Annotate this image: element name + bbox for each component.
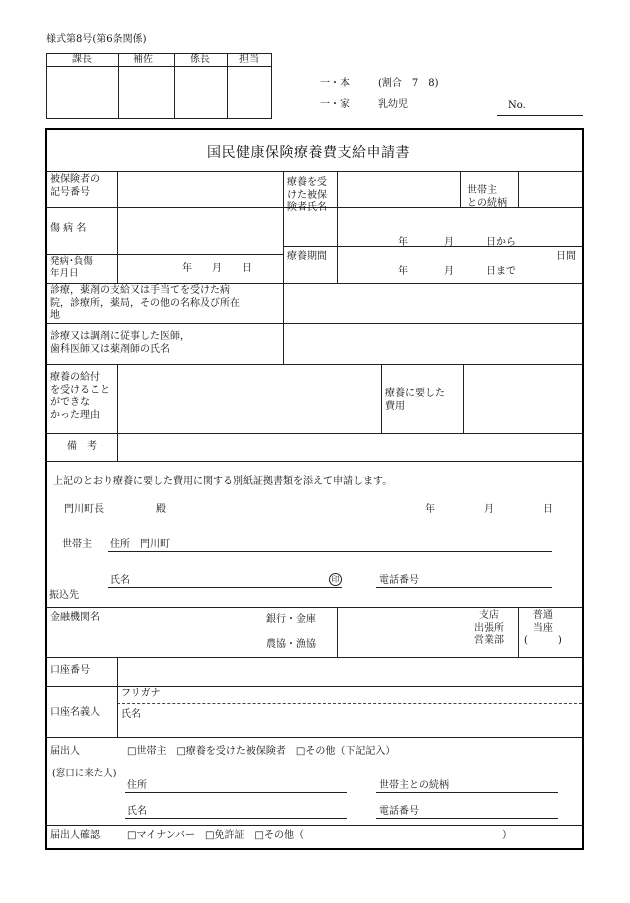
householder-label: 世帯主 — [62, 539, 92, 550]
seal-mark: 印 — [329, 573, 342, 586]
period-to-year: 年 — [398, 266, 408, 277]
verification-close: ） — [502, 830, 512, 841]
verification-options: □マイナンバー □免許証 □その他（ — [127, 830, 304, 841]
applicant-label: 届出人 — [50, 746, 80, 757]
bank-types-1: 銀行・金庫 — [266, 614, 316, 625]
form-title: 国民健康保険療養費支給申請書 — [207, 145, 410, 161]
label-reason: 療養の給付 を受けること ができな かった理由 — [50, 372, 110, 421]
approval-header-assistant: 補佐 — [133, 54, 153, 65]
label-facility: 診療，薬剤の支給又は手当てを受けた病 院，診療所，薬局，その他の名称及び所在 地 — [50, 285, 240, 321]
householder-phone-label: 電話番号 — [379, 575, 419, 586]
account-number-label: 口座番号 — [50, 665, 90, 676]
applicant-name-label: 氏名 — [127, 806, 147, 817]
date-month: 月 — [484, 504, 494, 515]
bank-branch-types: 支店 出張所 営業部 — [474, 610, 504, 646]
approval-header-section: 係長 — [190, 54, 210, 65]
category-ratio: (割合 7 8) — [378, 78, 439, 89]
label-remarks: 備 考 — [67, 441, 97, 452]
date-day: 日 — [543, 504, 553, 515]
label-practitioner: 診療又は調剤に従事した医師， 歯科医師又は薬剤師の氏名 — [50, 331, 190, 355]
applicant-relationship-label: 世帯主との続柄 — [379, 780, 449, 791]
label-onset-date: 発病･負傷 年月日 — [50, 256, 93, 279]
mayor-label: 門川町長 — [64, 504, 104, 515]
category-infant: 乳幼児 — [378, 99, 408, 110]
account-holder-label: 口座名義人 — [50, 707, 100, 718]
onset-ymd: 年 月 日 — [182, 263, 252, 274]
bank-types-2: 農協・漁協 — [266, 639, 316, 650]
date-year: 年 — [425, 504, 435, 515]
period-from-day: 日から — [486, 237, 516, 248]
furigana-label: フリガナ — [121, 688, 161, 699]
applicant-phone-label: 電話番号 — [379, 806, 419, 817]
holder-name-label: 氏名 — [121, 709, 141, 720]
approval-header-chief: 課長 — [72, 54, 92, 65]
transfer-to-label: 振込先 — [49, 590, 79, 601]
no-label: No. — [508, 100, 526, 111]
householder-address-label: 住所 門川町 — [110, 539, 170, 550]
approval-header-staff: 担当 — [239, 54, 259, 65]
label-treatment-period: 療養期間 — [287, 251, 327, 262]
form-number: 様式第8号(第6条関係) — [46, 34, 147, 45]
verification-label: 届出人確認 — [50, 830, 100, 841]
label-relationship: 世帯主 との続柄 — [467, 185, 507, 209]
category-family: 一・家 — [320, 99, 350, 110]
category-main: 一・本 — [320, 78, 350, 89]
applicant-address-label: 住所 — [127, 780, 147, 791]
applicant-options: □世帯主 □療養を受けた被保険者 □その他（下記記入） — [127, 746, 396, 757]
label-cost: 療養に要した 費用 — [385, 388, 445, 412]
honorific: 殿 — [156, 504, 166, 515]
label-injury-name: 傷 病 名 — [50, 223, 87, 234]
period-to-day: 日まで — [486, 266, 516, 277]
label-insured-number: 被保険者の 記号番号 — [50, 174, 100, 198]
period-to-month: 月 — [444, 266, 454, 277]
period-days: 日間 — [556, 251, 576, 262]
label-patient-name: 療養を受 けた被保 険者氏名 — [287, 177, 327, 213]
bank-account-types: 普通 当座 ( ) — [524, 610, 562, 646]
applicant-note: (窓口に来た人) — [52, 768, 117, 779]
bank-institution-label: 金融機関名 — [50, 612, 100, 623]
householder-name-label: 氏名 — [110, 575, 130, 586]
period-from-year: 年 — [398, 237, 408, 248]
application-statement: 上記のとおり療養に要した費用に関する別紙証拠書類を添えて申請します。 — [53, 476, 393, 487]
period-from-month: 月 — [444, 237, 454, 248]
